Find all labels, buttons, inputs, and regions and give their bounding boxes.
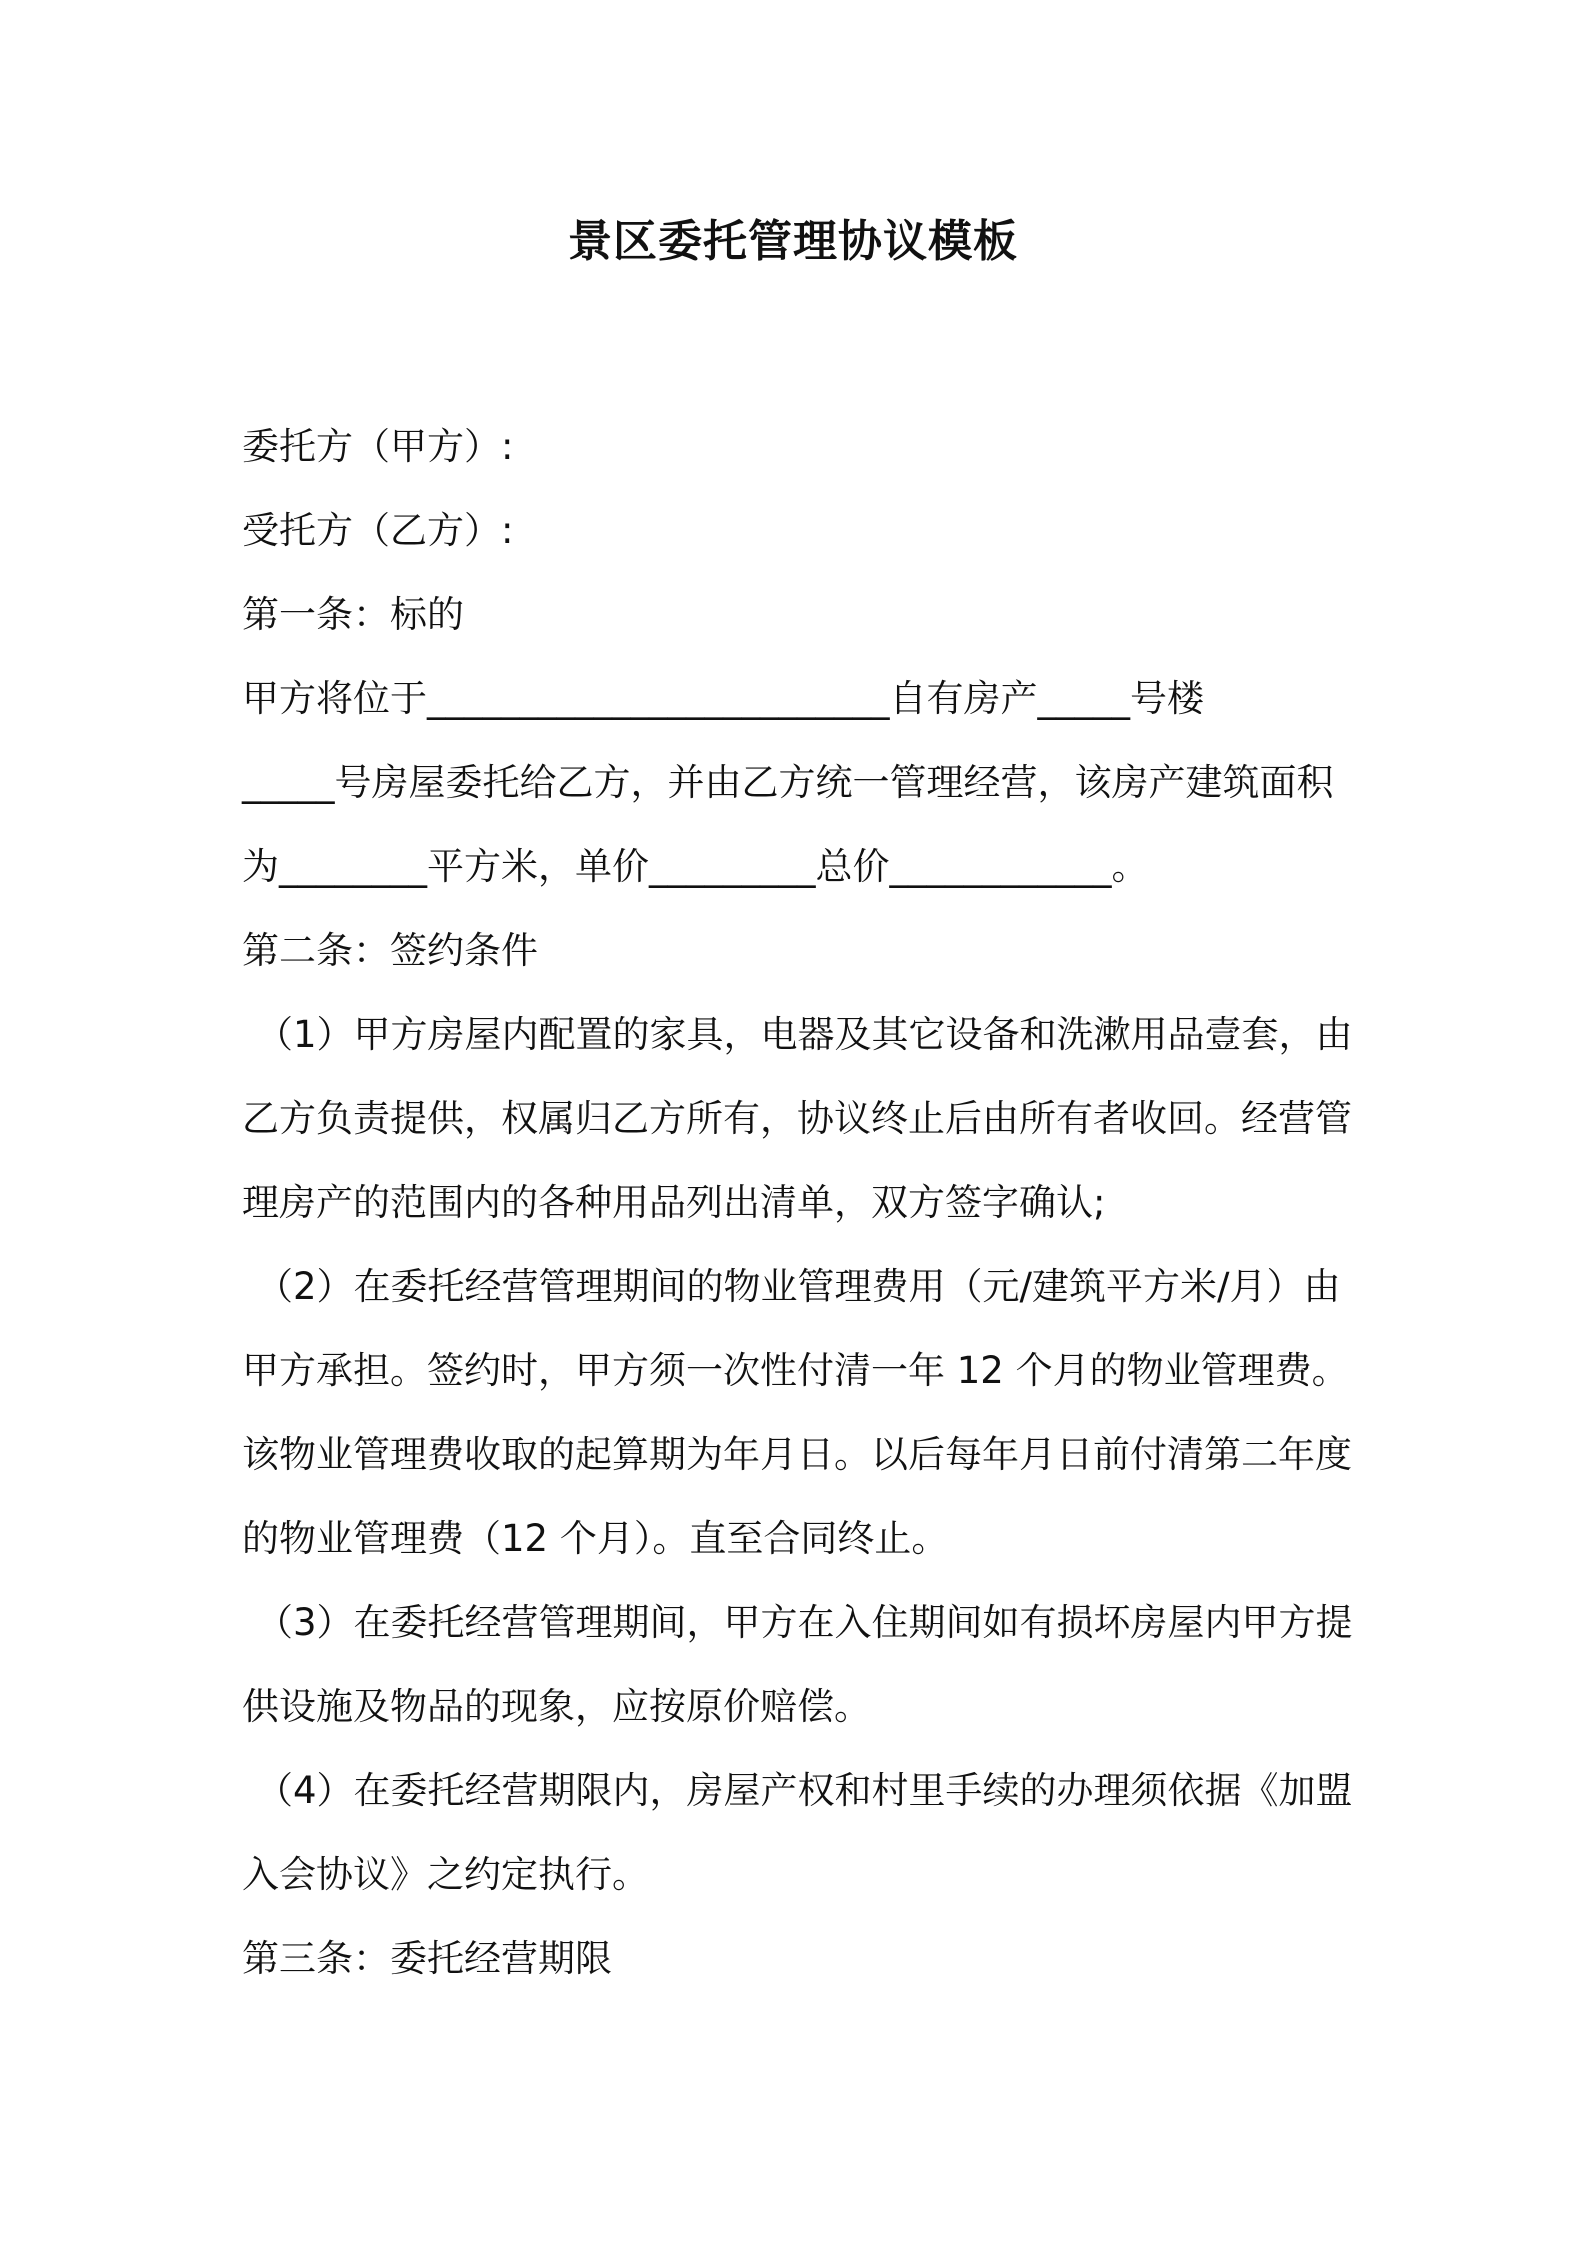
document-title: 景区委托管理协议模板 [568,216,1018,267]
article-2-heading: 第二条：签约条件 [242,929,538,972]
clause-4-line-2: 入会协议》之约定执行。 [242,1853,649,1896]
party-b-line: 受托方（乙方）: [242,509,514,552]
article-3-heading: 第三条：委托经营期限 [242,1937,612,1980]
clause-2-line-3: 该物业管理费收取的起算期为年月日。以后每年月日前付清第二年度 [242,1433,1352,1476]
clause-3-line-2: 供设施及物品的现象，应按原价赔偿。 [242,1685,871,1728]
party-a-line: 委托方（甲方）: [242,425,514,468]
clause-4-line-1: （4）在委托经营期限内，房屋产权和村里手续的办理须依据《加盟 [256,1769,1353,1812]
clause-1-line-2: 乙方负责提供，权属归乙方所有，协议终止后由所有者收回。经营管 [242,1097,1352,1140]
article-1-text-line-2: _____号房屋委托给乙方，并由乙方统一管理经营，该房产建筑面积 [242,761,1334,804]
article-1-heading: 第一条：标的 [242,593,464,636]
clause-2-line-4: 的物业管理费（12 个月）。直至合同终止。 [242,1517,949,1560]
article-1-text-line-1: 甲方将位于_________________________自有房产_____号楼 [242,677,1204,720]
clause-2-line-2: 甲方承担。签约时，甲方须一次性付清一年 12 个月的物业管理费。 [242,1349,1349,1392]
document-body [242,405,1362,2001]
clause-3-line-1: （3）在委托经营管理期间，甲方在入住期间如有损坏房屋内甲方提 [256,1601,1353,1644]
clause-2-line-1: （2）在委托经营管理期间的物业管理费用（元/建筑平方米/月）由 [256,1265,1341,1308]
article-1-text-line-3: 为________平方米，单价_________总价____________。 [242,845,1149,888]
clause-1-line-3: 理房产的范围内的各种用品列出清单，双方签字确认; [242,1181,1106,1224]
clause-1-line-1: （1）甲方房屋内配置的家具，电器及其它设备和洗漱用品壹套，由 [256,1013,1353,1056]
